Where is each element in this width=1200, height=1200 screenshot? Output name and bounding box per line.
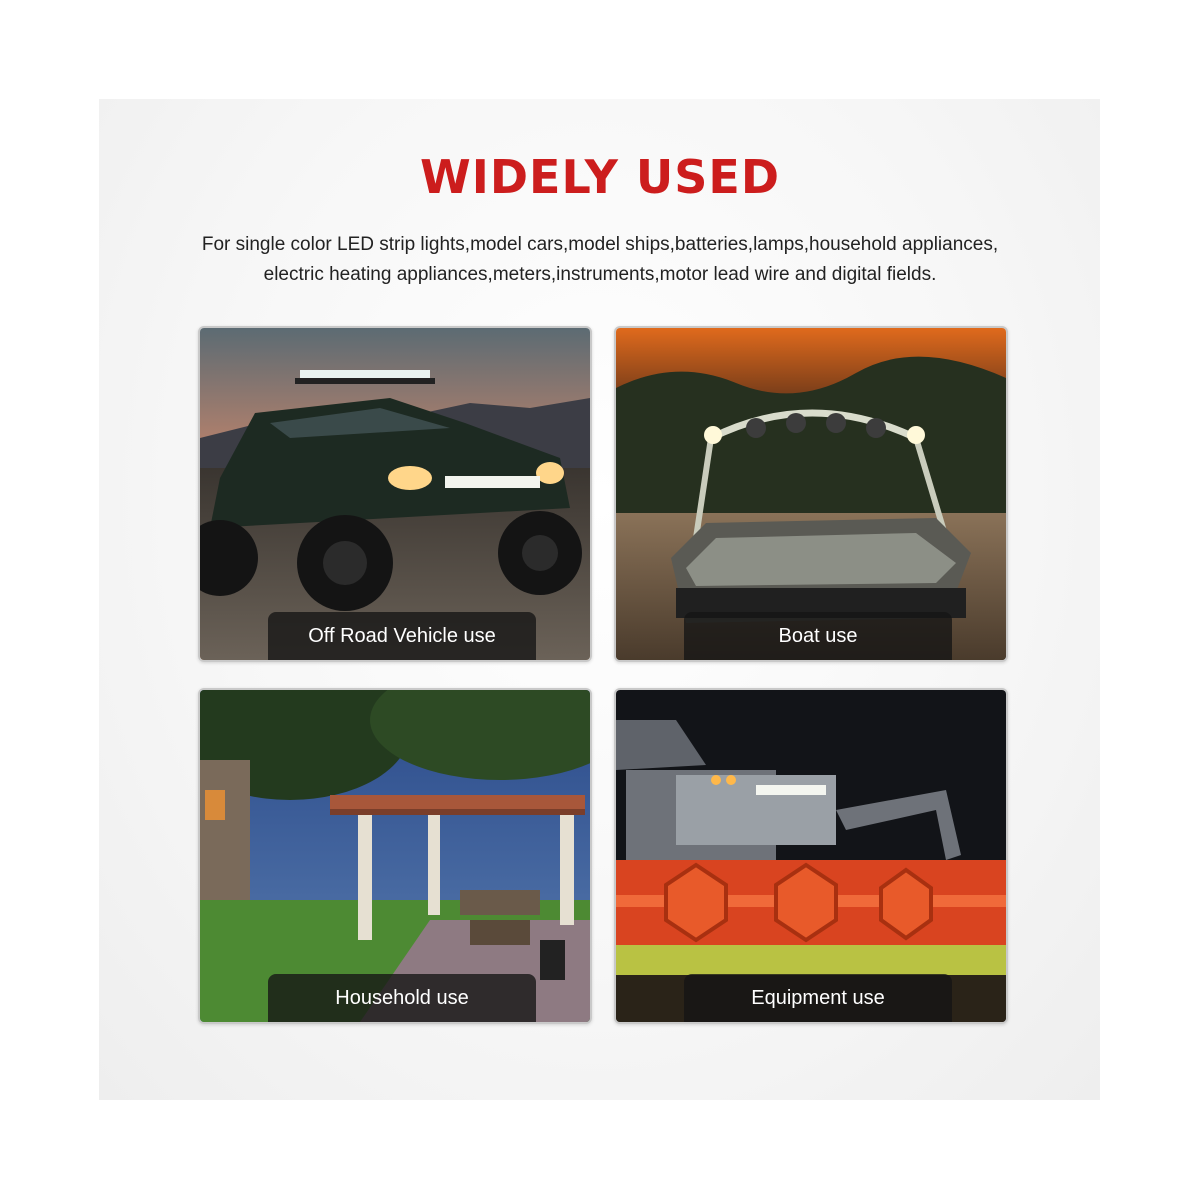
card-equipment bbox=[614, 688, 1008, 1024]
harvester-image bbox=[616, 690, 1006, 1022]
off-road-truck-image bbox=[200, 328, 590, 660]
card-boat bbox=[614, 326, 1008, 662]
card-caption-equipment: Equipment use bbox=[684, 974, 952, 1022]
description-line-2: electric heating appliances,meters,instruments,motor lead wire and digital fields. bbox=[263, 264, 937, 285]
boat-image bbox=[616, 328, 1006, 660]
pergola-garden-image bbox=[200, 690, 590, 1022]
card-caption-household: Household use bbox=[268, 974, 536, 1022]
card-household bbox=[198, 688, 592, 1024]
card-caption-boat: Boat use bbox=[684, 612, 952, 660]
card-off-road-vehicle bbox=[198, 326, 592, 662]
description-line-1: For single color LED strip lights,model cars,model ships,batteries,lamps,household appliances, bbox=[201, 234, 999, 255]
description bbox=[150, 230, 1050, 290]
page-title: WIDELY USED bbox=[419, 150, 781, 204]
card-caption-off-road: Off Road Vehicle use bbox=[268, 612, 536, 660]
